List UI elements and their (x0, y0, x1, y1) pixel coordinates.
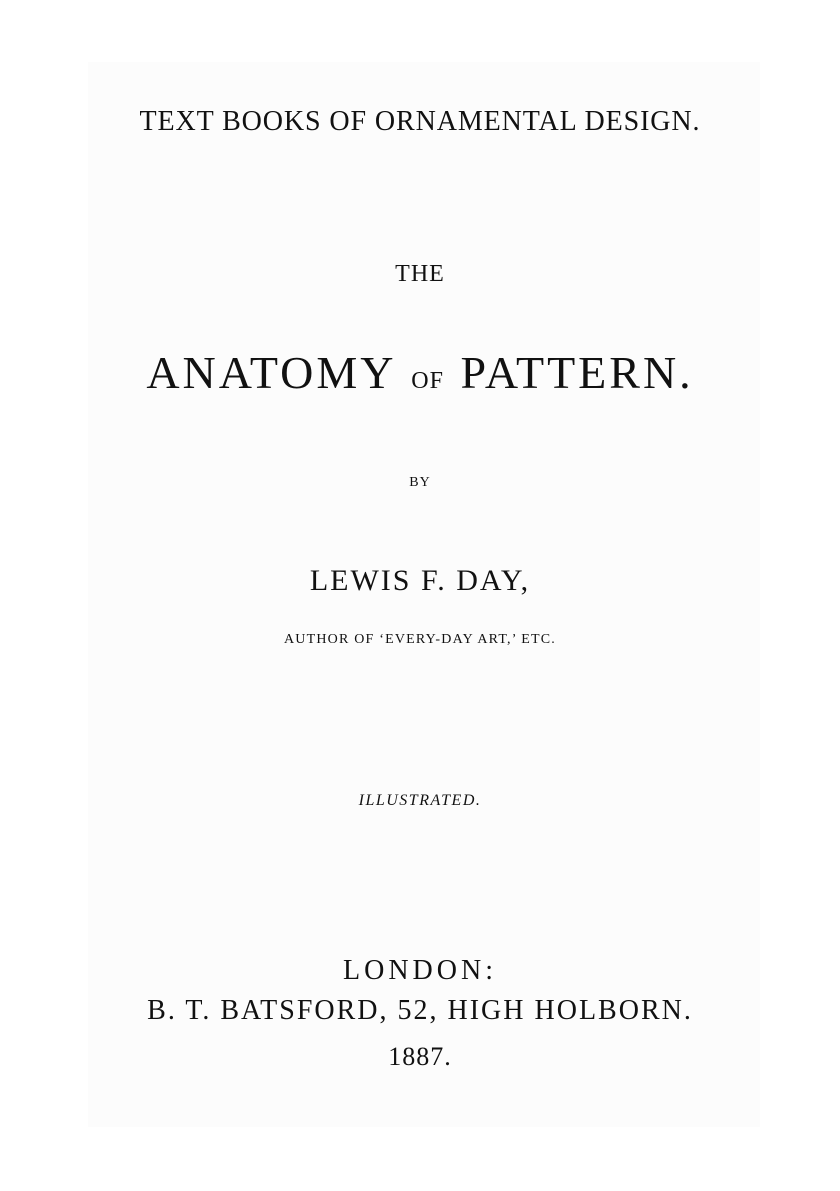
publisher-line: B. T. BATSFORD, 52, HIGH HOLBORN. (147, 995, 693, 1026)
title-article: THE (395, 261, 445, 287)
by-line: BY (409, 475, 431, 490)
publication-city: LONDON: (343, 955, 497, 986)
book-title-part1: ANATOMY (146, 347, 395, 398)
publication-year: 1887. (388, 1042, 452, 1071)
illustrated-note: ILLUSTRATED. (358, 792, 482, 809)
book-title-connector: OF (411, 368, 444, 394)
series-title: TEXT BOOKS OF ORNAMENTAL DESIGN. (139, 106, 701, 137)
author-credentials: AUTHOR OF ‘EVERY-DAY ART,’ ETC. (283, 632, 557, 647)
book-title-part2: PATTERN. (460, 347, 694, 398)
book-title (0, 347, 840, 398)
author-name: LEWIS F. DAY, (309, 564, 531, 597)
